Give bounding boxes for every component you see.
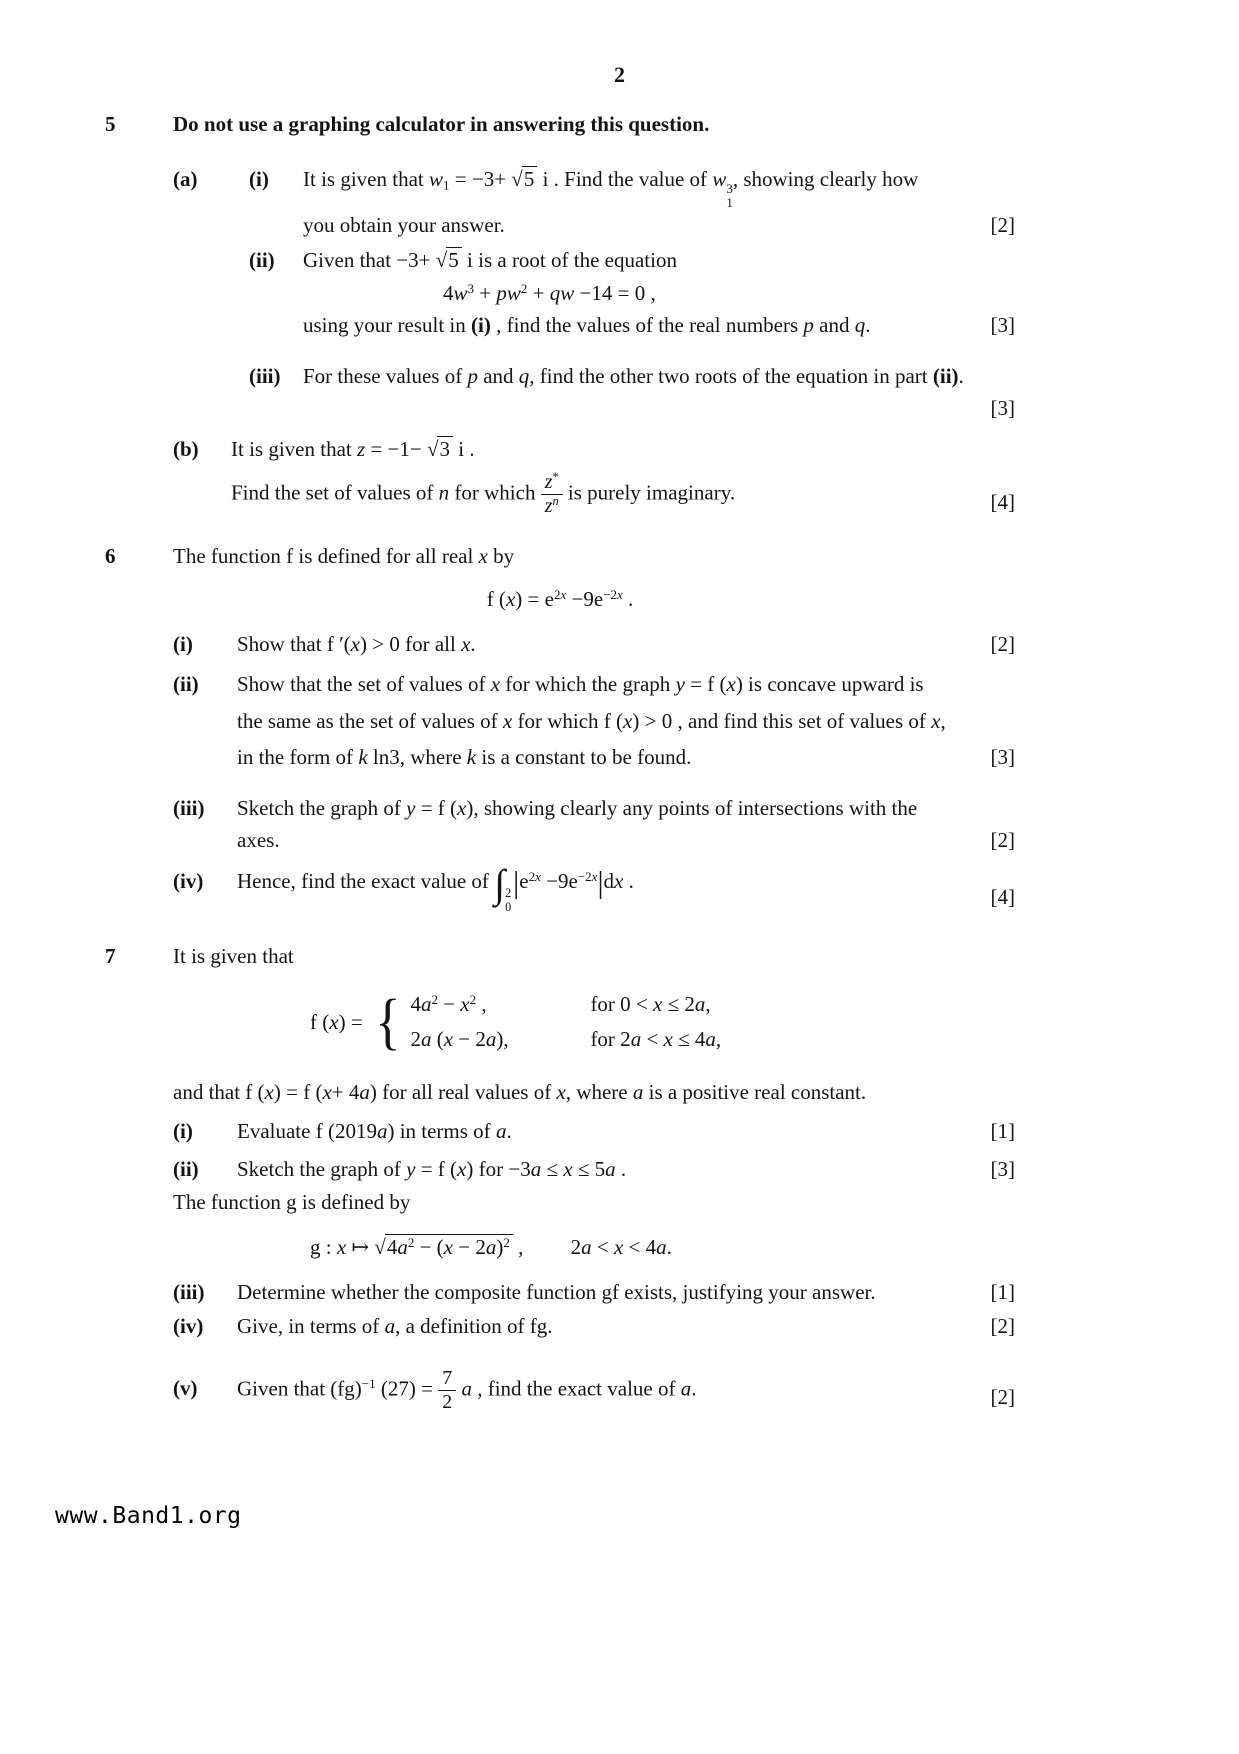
q7-ii-text xyxy=(237,1153,1015,1186)
q7-iv-text xyxy=(237,1310,1015,1343)
marks-badge: [2] xyxy=(990,213,1015,238)
question-5-instruction: Do not use a graphing calculator in answering this question. xyxy=(173,112,710,136)
question-7-heading xyxy=(105,944,1015,969)
part-b-label: (b) xyxy=(173,436,199,461)
question-text-line xyxy=(237,824,1015,857)
question-text-line xyxy=(237,1153,1015,1186)
part-iv-label: (iv) xyxy=(173,869,204,893)
question-7-number: 7 xyxy=(105,943,116,968)
question-text: Sketch the graph of y = f (x) for −3a ≤ x ≤ 5a . xyxy=(237,1157,627,1182)
piecewise-case xyxy=(410,987,721,1023)
function-lead: f (x) = xyxy=(310,1009,363,1034)
question-6-intro: The function f is defined for all real x by xyxy=(173,544,515,569)
question-text-line xyxy=(303,209,1015,242)
q6-part-iv xyxy=(105,860,1015,914)
q7-part-v xyxy=(105,1367,1015,1414)
question-text: using your result in (i) , find the values of the real numbers p and q. xyxy=(303,313,871,338)
q5-part-b xyxy=(105,433,1015,518)
q7-part-iv xyxy=(105,1310,1015,1343)
question-text-line xyxy=(237,1310,1015,1343)
q7-v-text xyxy=(237,1367,1015,1414)
marks-badge: [3] xyxy=(990,745,1015,770)
case-expression: $4a^2 - x^2$ , xyxy=(410,991,487,1016)
case-condition: for 2a < x ≤ 4a, xyxy=(590,1027,722,1052)
question-text: Hence, find the exact value of ∫ 2 0 $|e^{2x} -9e^{-2x}|dx$ . xyxy=(237,860,634,914)
q6-part-i xyxy=(105,628,1015,661)
question-5-heading xyxy=(105,112,1015,137)
q6-iii-text xyxy=(237,792,1015,857)
question-6-heading xyxy=(105,544,1015,569)
marks-badge: [2] xyxy=(990,1384,1015,1409)
q7-iii-text xyxy=(237,1276,1015,1309)
marks-badge: [4] xyxy=(990,885,1015,909)
q5-a-ii-text xyxy=(303,244,1015,342)
question-text-line xyxy=(237,860,1015,914)
part-i-label: (i) xyxy=(249,167,269,191)
q7-i-text xyxy=(237,1115,1015,1148)
q5-part-a-iii xyxy=(105,360,1015,425)
question-6-number: 6 xyxy=(105,544,116,569)
part-iii-label: (iii) xyxy=(249,363,281,388)
question-text: axes. xyxy=(237,828,280,853)
question-text-line xyxy=(231,471,1015,518)
piecewise-cases xyxy=(410,987,721,1058)
marks-badge: [1] xyxy=(990,1118,1015,1143)
part-i-label: (i) xyxy=(173,631,193,656)
question-text-line: Show that the set of values of x for which the graph y = f (x) is concave upward is xyxy=(237,672,924,697)
question-text-line: Sketch the graph of y = f (x), showing clearly any points of intersections with the xyxy=(237,795,918,820)
document-body xyxy=(105,112,1015,1414)
q7-part-ii xyxy=(105,1153,1015,1186)
question-text-line: It is given that $w_1 = -3+ √5$ i . Find the value of w 3 1 , showing clearly how xyxy=(303,167,919,210)
question-text-line xyxy=(237,741,1015,774)
marks-line xyxy=(303,392,1015,425)
part-iv-label: (iv) xyxy=(173,1314,204,1339)
question-text-line xyxy=(237,628,1015,661)
marks-badge: [2] xyxy=(990,631,1015,656)
g-function-equation: g : x ↦ $√4a^2 - (x - 2a)^2$ , 2a < x < 4a. xyxy=(310,1234,672,1260)
question-text: Evaluate f (2019a) in terms of a. xyxy=(237,1118,512,1143)
question-text-line: It is given that z = −1− √3 i . xyxy=(231,436,475,461)
question-text-line: For these values of p and q, find the other two roots of the equation in part (ii). xyxy=(303,363,964,388)
case-expression: 2a (x − 2a), xyxy=(410,1027,509,1052)
q6-part-iii xyxy=(105,792,1015,857)
part-ii-label: (ii) xyxy=(173,672,199,697)
cubic-equation: $4w^3 + pw^2$ + qw −14 = 0 , xyxy=(443,280,656,305)
piecewise-definition xyxy=(105,987,1015,1058)
marks-badge: [4] xyxy=(990,489,1015,514)
part-ii-label: (ii) xyxy=(173,1157,199,1182)
q7-condition xyxy=(105,1080,1015,1105)
question-7-intro: It is given that xyxy=(173,943,294,968)
marks-badge: [3] xyxy=(990,313,1015,338)
q5-part-a-ii xyxy=(105,244,1015,342)
question-text-line: Given that −3+ √5 i is a root of the equation xyxy=(303,248,677,273)
q6-part-ii xyxy=(105,668,1015,774)
question-text-line xyxy=(237,1115,1015,1148)
piecewise-case xyxy=(410,1022,721,1058)
case-condition: for 0 < x ≤ 2a, xyxy=(590,991,711,1016)
footer-watermark: www.Band1.org xyxy=(55,1503,242,1529)
brace-glyph: { xyxy=(374,987,401,1056)
part-iii-label: (iii) xyxy=(173,1279,205,1304)
marks-badge: [2] xyxy=(990,1314,1015,1339)
marks-badge: [1] xyxy=(990,1279,1015,1304)
marks-badge: [3] xyxy=(990,396,1015,421)
question-text: in the form of k ln3, where k is a constant to be found. xyxy=(237,745,692,770)
part-ii-label: (ii) xyxy=(249,248,275,273)
marks-badge: [3] xyxy=(990,1157,1015,1182)
part-a-label: (a) xyxy=(173,167,198,191)
q5-b-text xyxy=(231,433,1015,518)
question-text-line xyxy=(303,309,1015,342)
q6-function-equation: f $(x) = e^{2x} -9e^{-2x}$ . xyxy=(486,587,634,612)
q6-ii-text xyxy=(237,668,1015,774)
q7-part-iii xyxy=(105,1276,1015,1309)
page-number: 2 xyxy=(614,62,625,87)
q7-g-intro xyxy=(105,1190,1015,1215)
part-iii-label: (iii) xyxy=(173,795,205,820)
marks-badge: [2] xyxy=(990,828,1015,853)
q6-i-text xyxy=(237,628,1015,661)
part-i-label: (i) xyxy=(173,1118,193,1143)
question-text: Give, in terms of a, a definition of fg. xyxy=(237,1314,553,1339)
question-text-line xyxy=(237,1276,1015,1309)
question-text: Given that (fg)$^{-1}$ (27) = $\frac{7}{2}$ a , find the exact value of a. xyxy=(237,1366,697,1413)
question-5-number: 5 xyxy=(105,112,116,136)
question-text: Determine whether the composite function gf exists, justifying your answer. xyxy=(237,1279,876,1304)
q5-a-i-text xyxy=(303,163,1015,242)
question-text: Find the set of values of n for which $\frac{z^*}{z^n}$ is purely imaginary. xyxy=(231,470,736,518)
part-v-label: (v) xyxy=(173,1375,198,1400)
question-text-line xyxy=(237,1367,1015,1414)
q5-a-iii-text xyxy=(303,360,1015,425)
question-text-line: the same as the set of values of x for which f (x) > 0 , and find this set of values of x, xyxy=(237,708,946,733)
question-text: and that f (x) = f (x+ 4a) for all real values of x, where a is a positive real constant. xyxy=(173,1079,867,1104)
question-text: you obtain your answer. xyxy=(303,213,505,238)
question-text: Show that f ′(x) > 0 for all x. xyxy=(237,631,476,656)
q5-part-a-i xyxy=(105,163,1015,242)
q7-part-i xyxy=(105,1115,1015,1148)
q6-iv-text xyxy=(237,860,1015,914)
question-text: The function g is defined by xyxy=(173,1190,411,1215)
